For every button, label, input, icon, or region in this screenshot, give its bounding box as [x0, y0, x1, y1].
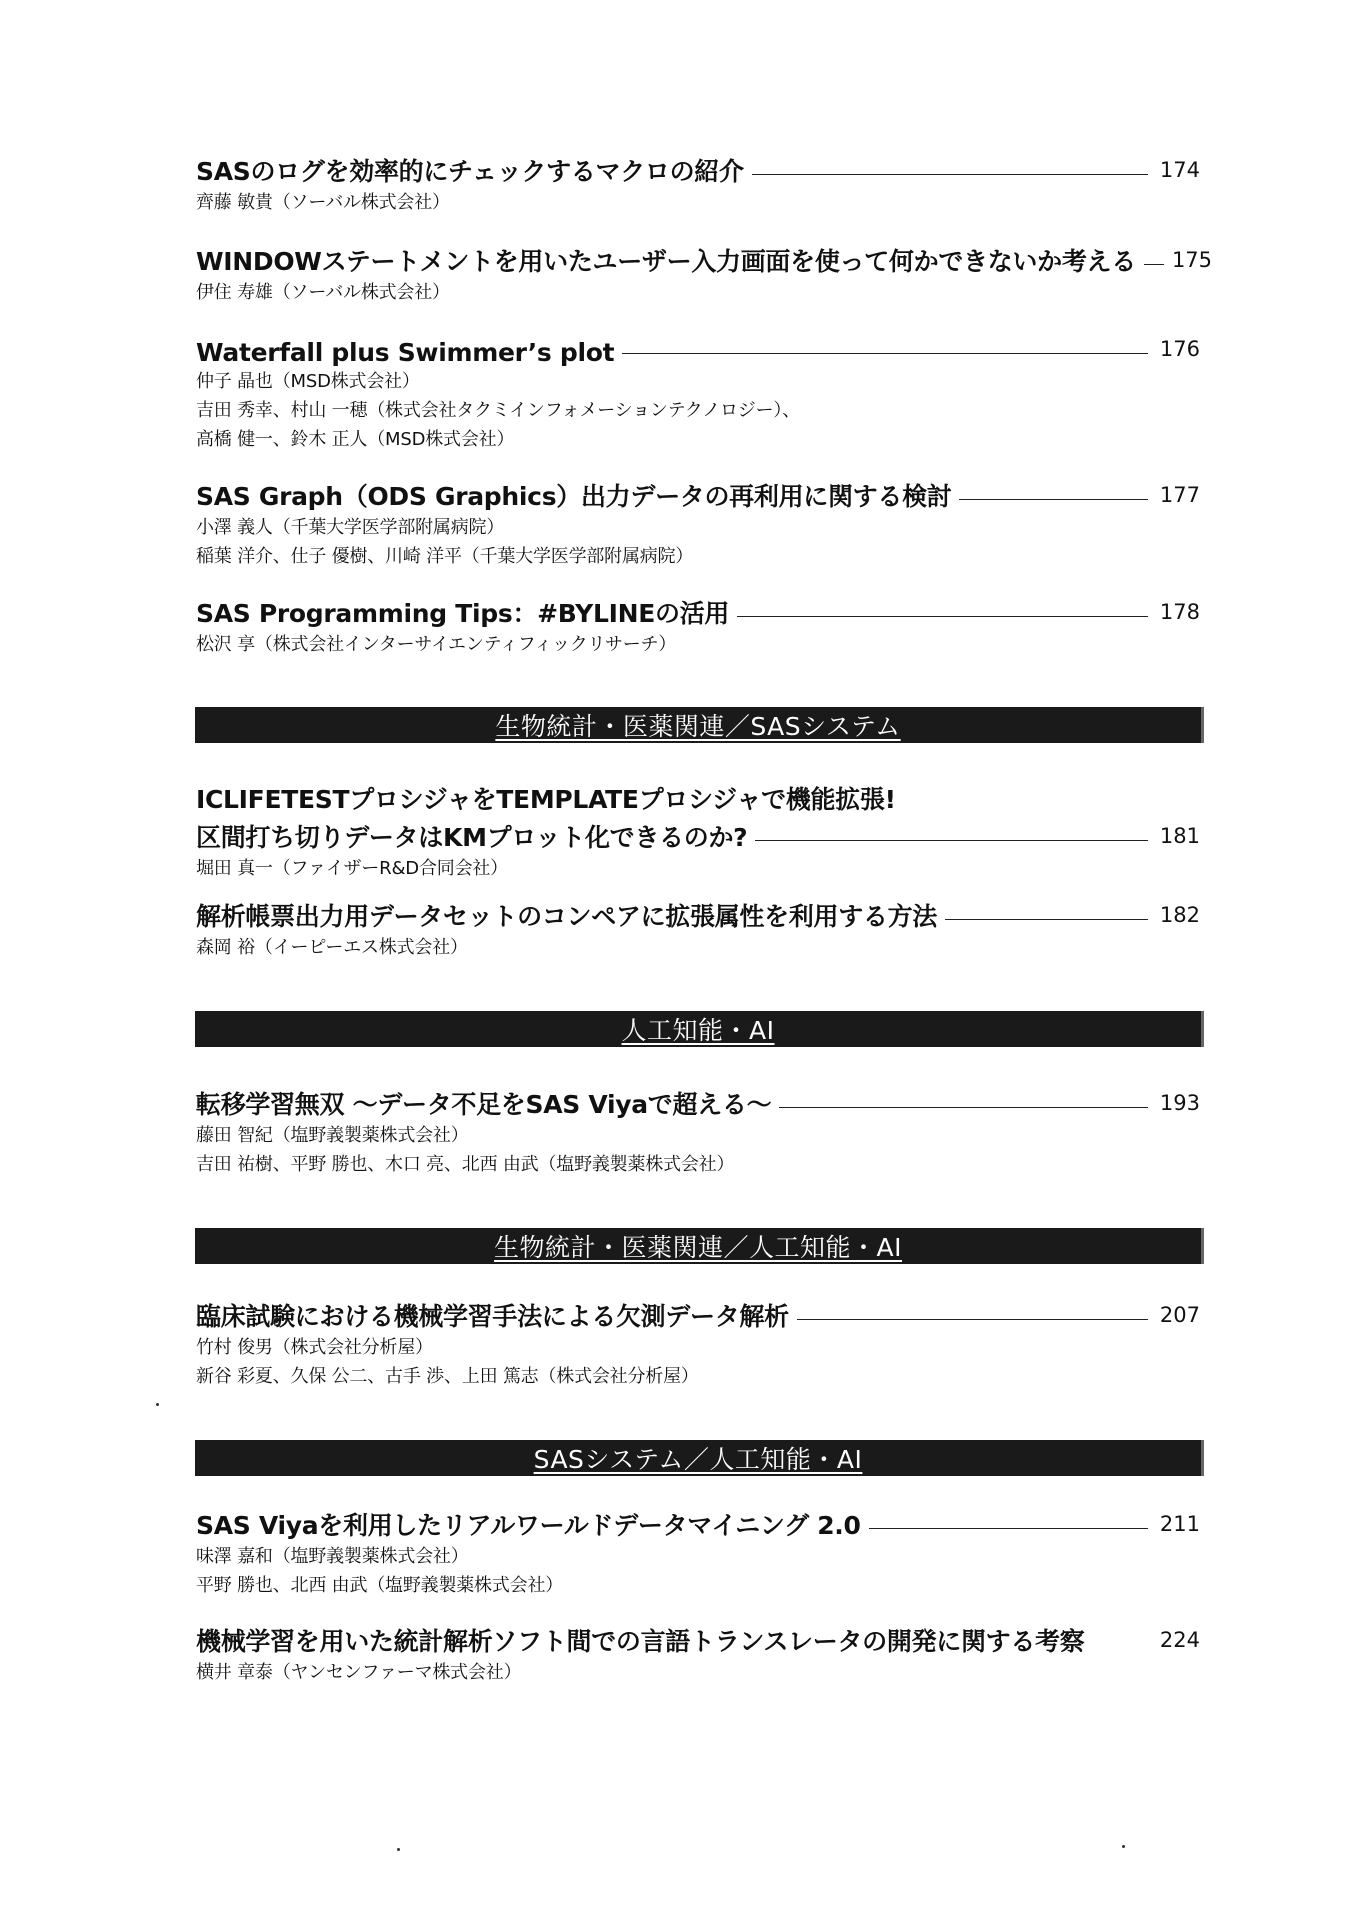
section-heading [195, 707, 1204, 743]
leader-line [622, 353, 1148, 354]
section-heading-text: SASシステム／人工知能・AI [533, 1445, 863, 1474]
entry-author: 新谷 彩夏、久保 公二、古手 渉、上田 篤志（株式会社分析屋） [196, 1366, 699, 1387]
entry-title: 転移学習無双 ～データ不足をSAS Viyaで超える～ [196, 1090, 772, 1119]
entry-author: 森岡 裕（イーピーエス株式会社） [196, 937, 468, 958]
leader-line [779, 1107, 1148, 1108]
entry-author: 齊藤 敏貴（ソーバル株式会社） [196, 192, 450, 213]
page-number: 224 [1159, 1628, 1200, 1652]
toc-entry[interactable] [196, 1295, 1200, 1391]
entry-author: 吉田 秀幸、村山 一穂（株式会社タクミインフォメーションテクノロジー）、 [196, 400, 800, 421]
scan-speck [1122, 1845, 1125, 1848]
entry-title: 区間打ち切りデータはKMプロット化できるのか? [196, 823, 748, 852]
toc-entry[interactable] [196, 329, 1200, 454]
entry-author: 仲子 晶也（MSD株式会社） [196, 371, 420, 392]
entry-author: 高橋 健一、鈴木 正人（MSD株式会社） [196, 429, 515, 450]
entry-title: SAS Graph（ODS Graphics）出力データの再利用に関する検討 [196, 482, 952, 511]
scan-speck [397, 1848, 400, 1851]
entry-title: Waterfall plus Swimmer’s plot [196, 338, 615, 367]
page-number: 176 [1159, 337, 1200, 361]
toc-entry[interactable] [196, 895, 1200, 962]
entry-author: 吉田 祐樹、平野 勝也、木口 亮、北西 由武（塩野義製薬株式会社） [196, 1154, 735, 1175]
section-heading-text: 生物統計・医薬関連／人工知能・AI [494, 1233, 902, 1262]
toc-entry[interactable] [196, 778, 1200, 883]
toc-entry[interactable] [196, 240, 1213, 307]
toc-entry[interactable] [196, 592, 1200, 659]
entry-author: 藤田 智紀（塩野義製薬株式会社） [196, 1125, 469, 1146]
section-heading [195, 1440, 1204, 1476]
leader-line [1144, 264, 1164, 265]
leader-line [869, 1528, 1148, 1529]
entry-author: 味澤 嘉和（塩野義製薬株式会社） [196, 1546, 469, 1567]
toc-entry[interactable] [196, 150, 1200, 217]
section-heading-text: 人工知能・AI [621, 1016, 775, 1045]
page-number: 175 [1171, 248, 1213, 272]
scan-speck [156, 1403, 159, 1406]
leader-line [797, 1319, 1148, 1320]
entry-author: 堀田 真一（ファイザーR&D合同会社） [196, 858, 508, 879]
section-heading-text: 生物統計・医薬関連／SASシステム [495, 712, 901, 741]
page-number: 174 [1159, 158, 1200, 182]
leader-line [945, 919, 1148, 920]
entry-title: 解析帳票出力用データセットのコンペアに拡張属性を利用する方法 [196, 902, 938, 931]
entry-title: 臨床試験における機械学習手法による欠測データ解析 [196, 1302, 789, 1331]
page-number: 182 [1159, 903, 1200, 927]
section-heading [195, 1011, 1204, 1047]
leader-line [752, 174, 1148, 175]
page-number: 211 [1159, 1512, 1200, 1536]
entry-title: SAS Programming Tips：#BYLINEの活用 [196, 599, 730, 628]
entry-title: 機械学習を用いた統計解析ソフト間での言語トランスレータの開発に関する考察 [196, 1627, 1085, 1656]
leader-line [959, 499, 1148, 500]
entry-author: 伊住 寿雄（ソーバル株式会社） [196, 282, 450, 303]
section-heading [195, 1228, 1204, 1264]
leader-line [737, 616, 1148, 617]
page-number: 181 [1159, 824, 1200, 848]
page-number: 177 [1159, 483, 1200, 507]
entry-title-line1: ICLIFETESTプロシジャをTEMPLATEプロシジャで機能拡張! [196, 785, 896, 814]
entry-author: 平野 勝也、北西 由武（塩野義製薬株式会社） [196, 1575, 564, 1596]
entry-author: 竹村 俊男（株式会社分析屋） [196, 1337, 433, 1358]
entry-title: SAS Viyaを利用したリアルワールドデータマイニング 2.0 [196, 1511, 861, 1540]
page-number: 193 [1159, 1091, 1200, 1115]
page-number: 207 [1159, 1303, 1200, 1327]
entry-title: WINDOWステートメントを用いたユーザー入力画面を使って何かできないか考える [196, 247, 1136, 276]
toc-entry[interactable] [196, 475, 1200, 571]
leader-line [755, 840, 1148, 841]
toc-entry[interactable] [196, 1083, 1200, 1179]
toc-entry[interactable] [196, 1620, 1200, 1687]
toc-entry[interactable] [196, 1504, 1200, 1600]
entry-title: SASのログを効率的にチェックするマクロの紹介 [196, 157, 744, 186]
entry-author: 松沢 享（株式会社インターサイエンティフィックリサーチ） [196, 634, 677, 655]
page-number: 178 [1159, 600, 1200, 624]
entry-author: 横井 章泰（ヤンセンファーマ株式会社） [196, 1662, 522, 1683]
entry-author: 稲葉 洋介、仕子 優樹、川崎 洋平（千葉大学医学部附属病院） [196, 546, 694, 567]
entry-author: 小澤 義人（千葉大学医学部附属病院） [196, 517, 505, 538]
